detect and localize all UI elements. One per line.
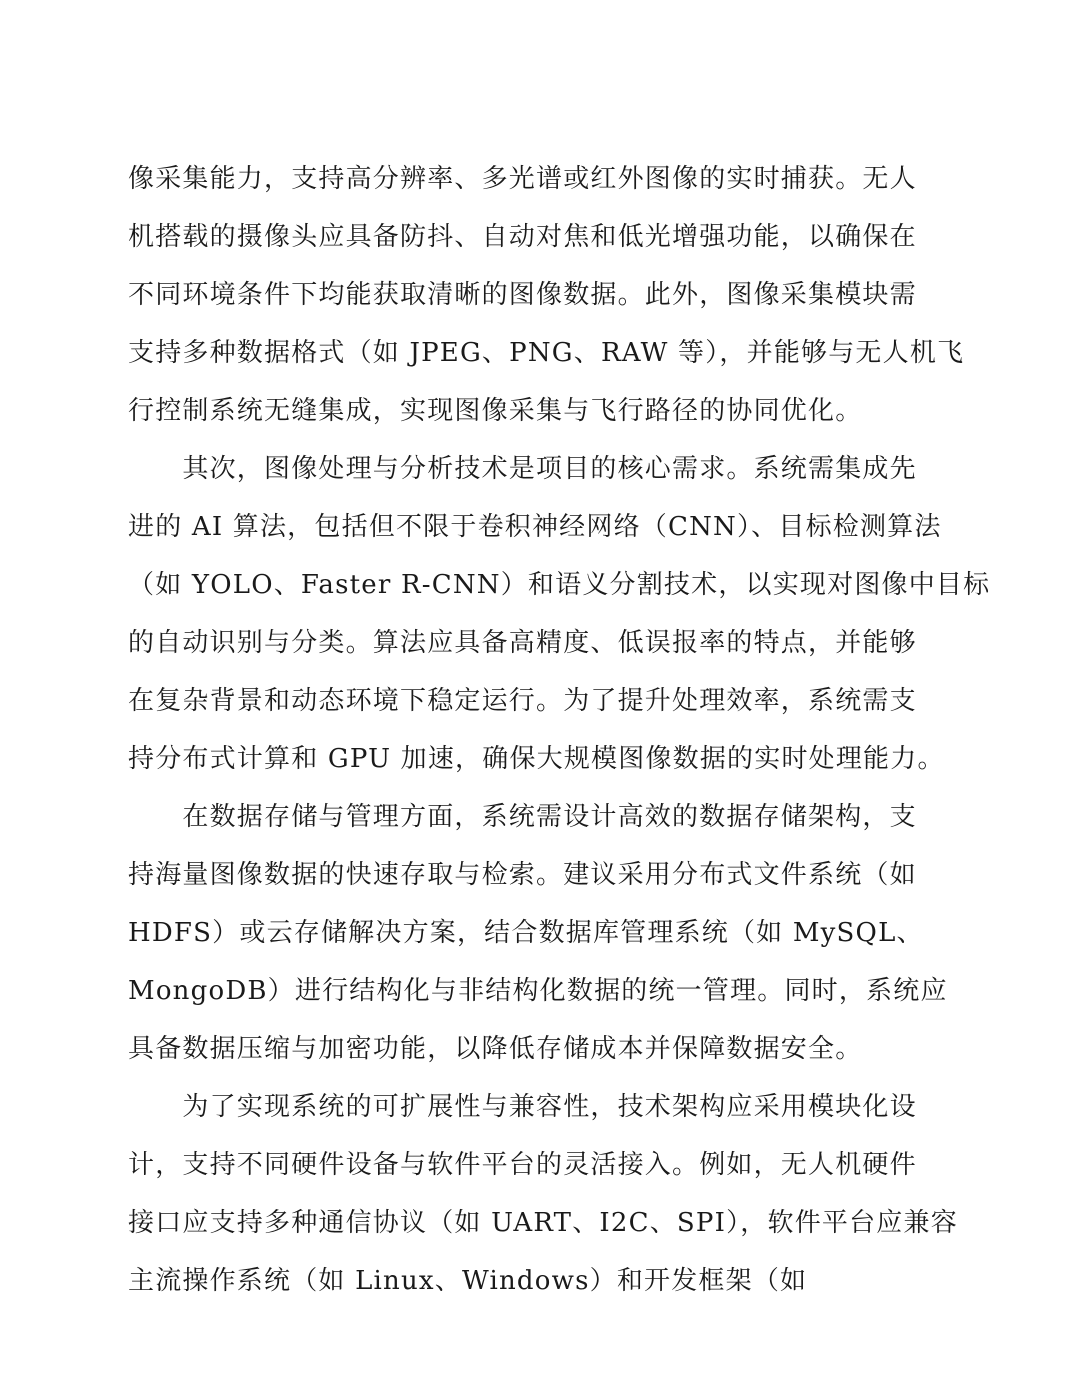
text-line: 计，支持不同硬件设备与软件平台的灵活接入。例如，无人机硬件	[128, 1150, 917, 1180]
text-line: 像采集能力，支持高分辨率、多光谱或红外图像的实时捕获。无人	[128, 164, 917, 194]
text-line: 接口应支持多种通信协议（如 UART、I2C、SPI），软件平台应兼容	[128, 1208, 958, 1238]
text-line: 的自动识别与分类。算法应具备高精度、低误报率的特点，并能够	[128, 628, 917, 658]
text-line: 在复杂背景和动态环境下稳定运行。为了提升处理效率，系统需支	[128, 686, 917, 716]
text-line: 在数据存储与管理方面，系统需设计高效的数据存储架构，支	[128, 802, 917, 832]
text-line: 其次，图像处理与分析技术是项目的核心需求。系统需集成先	[128, 454, 917, 484]
text-line: 机搭载的摄像头应具备防抖、自动对焦和低光增强功能，以确保在	[128, 222, 917, 252]
text-line: MongoDB）进行结构化与非结构化数据的统一管理。同时，系统应	[128, 976, 948, 1006]
text-line: 具备数据压缩与加密功能，以降低存储成本并保障数据安全。	[128, 1034, 863, 1064]
text-line: 不同环境条件下均能获取清晰的图像数据。此外，图像采集模块需	[128, 280, 917, 310]
text-line: （如 YOLO、Faster R-CNN）和语义分割技术，以实现对图像中目标	[128, 570, 991, 600]
text-line: 主流操作系统（如 Linux、Windows）和开发框架（如	[128, 1266, 808, 1296]
text-line: 进的 AI 算法，包括但不限于卷积神经网络（CNN）、目标检测算法	[128, 512, 942, 542]
text-line: 行控制系统无缝集成，实现图像采集与飞行路径的协同优化。	[128, 396, 863, 426]
text-line: 支持多种数据格式（如 JPEG、PNG、RAW 等），并能够与无人机飞	[128, 338, 965, 368]
text-line: HDFS）或云存储解决方案，结合数据库管理系统（如 MySQL、	[128, 918, 924, 948]
text-line: 持海量图像数据的快速存取与检索。建议采用分布式文件系统（如	[128, 860, 917, 890]
text-line: 为了实现系统的可扩展性与兼容性，技术架构应采用模块化设	[128, 1092, 917, 1122]
text-line: 持分布式计算和 GPU 加速，确保大规模图像数据的实时处理能力。	[128, 744, 945, 774]
body-text	[128, 150, 991, 1310]
